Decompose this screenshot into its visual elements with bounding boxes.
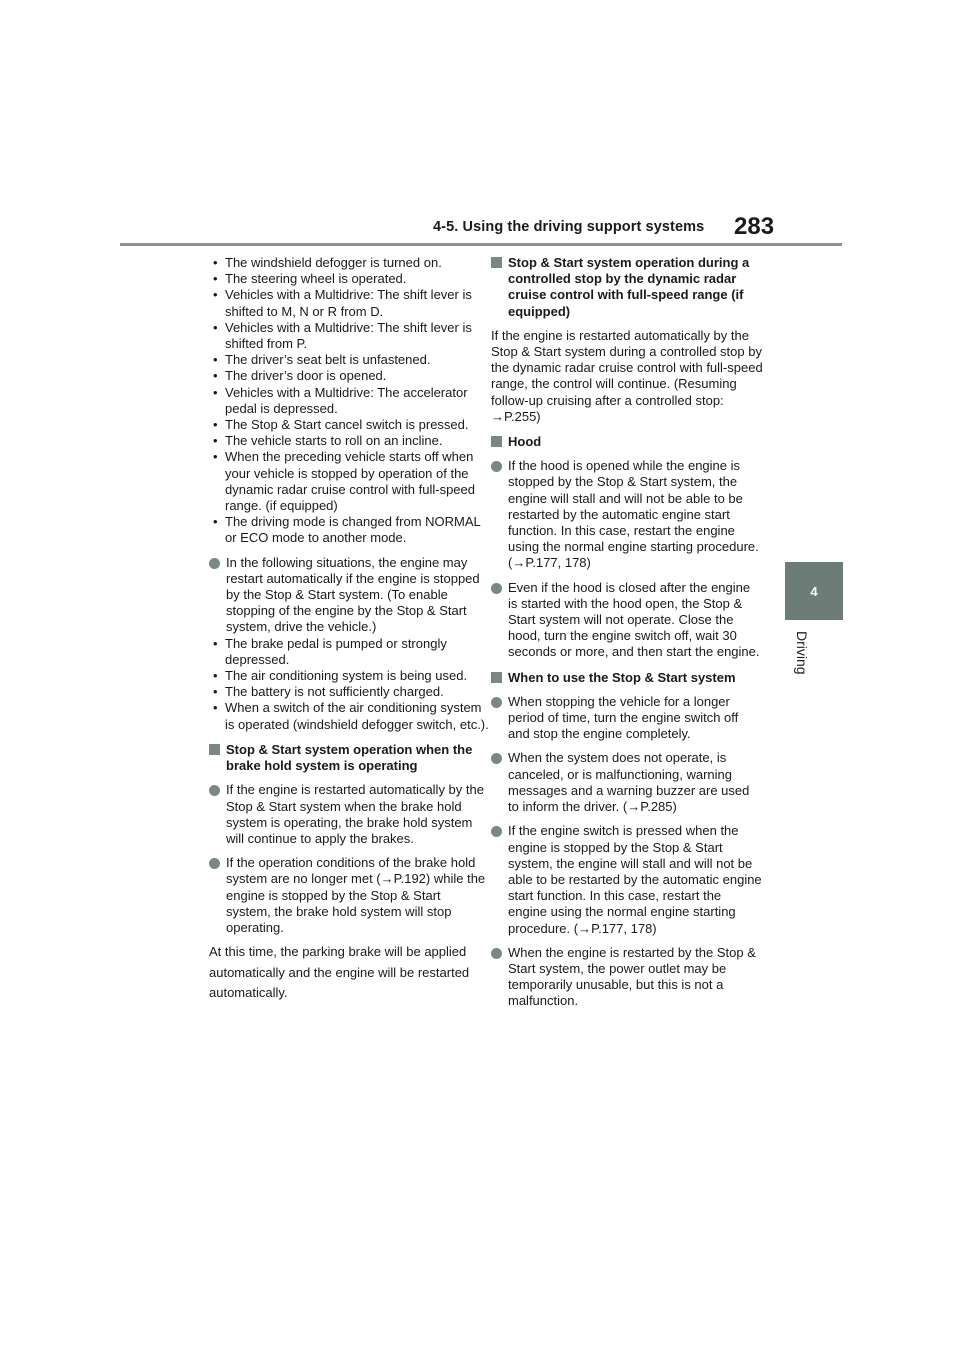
- circle-item: When the system does not operate, is canceled, or is malfunctioning, warning messages and a warning buzzer are used to inform the driver. (→P.285): [491, 750, 763, 815]
- circle-item: In the following situations, the engine may restart automatically if the engine is stopped by the Stop & Start system. (To enable stopping of the engine by the Stop & Start system, drive the vehicle.): [209, 555, 489, 636]
- square-bullet-icon: [491, 436, 502, 447]
- list-item: • The battery is not sufficiently charged.: [213, 684, 444, 700]
- bullet-dot-icon: •: [213, 668, 218, 684]
- list-item: • The Stop & Start cancel switch is pressed.: [213, 417, 469, 433]
- section-heading: Stop & Start system operation during a controlled stop by the dynamic radar cruise control with full-speed range (if equipped): [491, 255, 763, 320]
- bullet-dot-icon: •: [213, 319, 218, 335]
- circle-bullet-icon: [491, 948, 502, 959]
- bullet-dot-icon: •: [213, 384, 218, 400]
- paragraph: If the engine is restarted automatically by the Stop & Start system during a controlled stop by the dynamic radar cruise control with full-speed range, the control will continue. (Resuming follow-up cruising after a controlled stop: →P.255): [491, 327, 763, 424]
- bullet-list-2: [209, 636, 489, 733]
- list-item: • The steering wheel is operated.: [213, 271, 407, 287]
- list-item: • The driver’s door is opened.: [213, 368, 387, 384]
- bullet-dot-icon: •: [213, 417, 218, 433]
- circle-item: When stopping the vehicle for a longer period of time, turn the engine switch off and stop the engine completely.: [491, 694, 763, 743]
- bullet-dot-icon: •: [213, 255, 218, 270]
- bullet-dot-icon: •: [213, 514, 218, 530]
- bullet-dot-icon: •: [213, 700, 218, 716]
- circle-bullet-icon: [491, 697, 502, 708]
- section-heading: When to use the Stop & Start system: [491, 670, 763, 686]
- right-column: [491, 255, 763, 1010]
- square-bullet-icon: [491, 672, 502, 683]
- page-number: 283: [734, 213, 775, 240]
- list-item: • The air conditioning system is being used.: [213, 668, 468, 684]
- section-heading: Stop & Start system operation when the brake hold system is operating: [209, 742, 489, 774]
- list-item: • The brake pedal is pumped or strongly depressed.: [213, 635, 447, 667]
- circle-bullet-icon: [491, 461, 502, 472]
- chapter-label: Driving: [794, 631, 810, 675]
- paragraph: At this time, the parking brake will be applied automatically and the engine will be restarted automatically.: [209, 944, 470, 1001]
- list-item: • Vehicles with a Multidrive: The shift lever is shifted from P.: [213, 319, 472, 352]
- chapter-tab: [785, 562, 843, 620]
- circle-item: If the engine switch is pressed when the engine is stopped by the Stop & Start system, the engine will stall and will not be able to be restarted by the automatic engine start function. In this case, restart the engine using the normal engine starting procedure. (→P.177, 178): [491, 823, 763, 936]
- list-item: • The driver’s seat belt is unfastened.: [213, 352, 431, 368]
- circle-item: If the engine is restarted automatically by the Stop & Start system when the brake hold system is operating, the brake hold system will continue to apply the brakes.: [209, 782, 489, 847]
- bullet-dot-icon: •: [213, 368, 218, 384]
- list-item: • The driving mode is changed from NORMAL or ECO mode to another mode.: [213, 514, 481, 546]
- list-item: • The windshield defogger is turned on.: [213, 255, 442, 270]
- list-item: • Vehicles with a Multidrive: The accelerator pedal is depressed.: [213, 384, 468, 416]
- bullet-dot-icon: •: [213, 433, 218, 449]
- list-item: • The vehicle starts to roll on an incline.: [213, 433, 443, 449]
- bullet-dot-icon: •: [213, 352, 218, 368]
- circle-bullet-icon: [209, 558, 220, 569]
- bullet-dot-icon: •: [213, 684, 218, 700]
- circle-bullet-icon: [491, 826, 502, 837]
- bullet-dot-icon: •: [213, 271, 218, 287]
- left-column: [209, 255, 489, 1004]
- list-item: • When the preceding vehicle starts off when your vehicle is stopped by operation of the dynamic radar cruise control with full-speed range. (if equipped): [213, 449, 475, 514]
- section-title: 4-5. Using the driving support systems: [433, 219, 705, 235]
- circle-bullet-icon: [491, 753, 502, 764]
- bullet-dot-icon: •: [213, 287, 218, 303]
- list-item: • Vehicles with a Multidrive: The shift lever is shifted to M, N or R from D.: [213, 287, 472, 319]
- circle-bullet-icon: [491, 583, 502, 594]
- circle-bullet-icon: [209, 858, 220, 869]
- bullet-list-1: [209, 255, 489, 547]
- square-bullet-icon: [209, 744, 220, 755]
- circle-item: If the operation conditions of the brake hold system are no longer met (→P.192) while the engine is stopped by the Stop & Start system, the brake hold system will stop operating.: [209, 855, 489, 936]
- bullet-dot-icon: •: [213, 635, 218, 651]
- circle-item: Even if the hood is closed after the engine is started with the hood open, the Stop & Start system will not operate. Close the hood, turn the engine switch off, wait 30 seconds or more, and then start the engine.: [491, 580, 763, 661]
- chapter-number: 4: [810, 583, 818, 599]
- circle-item: When the engine is restarted by the Stop & Start system, the power outlet may be temporarily unusable, but this is not a malfunction.: [491, 945, 763, 1010]
- header-divider: [120, 243, 842, 246]
- bullet-dot-icon: •: [213, 449, 218, 465]
- square-bullet-icon: [491, 257, 502, 268]
- circle-bullet-icon: [209, 785, 220, 796]
- list-item: • When a switch of the air conditioning system is operated (windshield defogger switch, etc.).: [213, 700, 489, 732]
- section-heading: Hood: [491, 434, 763, 450]
- circle-item: If the hood is opened while the engine is stopped by the Stop & Start system, the engine will stall and will not be able to be restarted by the automatic engine start function. In this case, restart the engine using the normal engine starting procedure. (→P.177, 178): [491, 458, 763, 571]
